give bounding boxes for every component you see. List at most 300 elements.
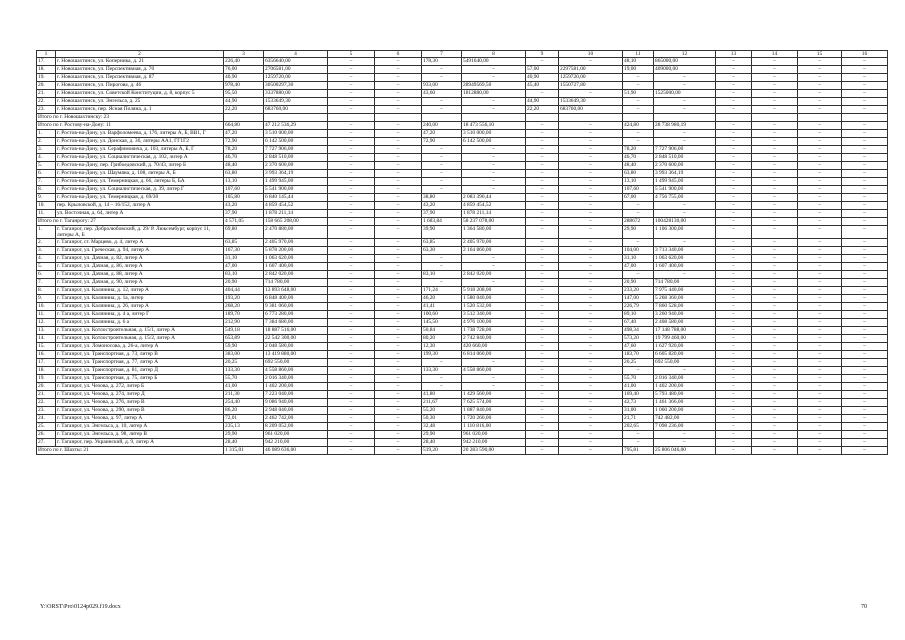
value-cell	[654, 114, 716, 122]
value-cell: 63,85	[224, 239, 264, 247]
value-cell: –	[328, 74, 375, 82]
value-cell: –	[526, 367, 559, 375]
value-cell: 38,80	[422, 194, 462, 202]
column-header: 15	[798, 51, 842, 58]
address-cell: г. Таганрог, ул. Дачная, д. 90, литер А	[56, 279, 224, 287]
value-cell: –	[798, 226, 842, 239]
value-cell: 29,90	[623, 226, 654, 239]
value-cell: –	[798, 303, 842, 311]
value-cell: 22 542 300,00	[264, 335, 328, 343]
value-cell: 233,20	[623, 287, 654, 295]
value-cell: –	[422, 74, 462, 82]
value-cell: 40,90	[526, 74, 559, 82]
value-cell: –	[328, 295, 375, 303]
value-cell: 942 210,00	[462, 439, 526, 447]
value-cell: –	[559, 210, 623, 218]
value-cell: –	[559, 239, 623, 247]
value-cell: 100,60	[422, 311, 462, 319]
value-cell: 1 499 945,00	[654, 178, 716, 186]
row-number: 23.	[37, 407, 56, 415]
address-cell: г. Таганрог, ул. Калинина, д. 1а, литер	[56, 295, 224, 303]
value-cell: 37,90	[422, 210, 462, 218]
value-cell: –	[559, 407, 623, 415]
value-cell: –	[559, 271, 623, 279]
value-cell: 3 260 940,00	[654, 311, 716, 319]
value-cell: –	[375, 247, 422, 255]
value-cell: –	[716, 58, 752, 66]
value-cell: –	[375, 178, 422, 186]
value-cell: 43,20	[224, 202, 264, 210]
address-cell: пер. Крыловской, д. 14 – 16/152, литер А	[56, 202, 224, 210]
value-cell: 6 840 145,44	[264, 194, 328, 202]
value-cell: –	[559, 138, 623, 146]
value-cell: –	[798, 407, 842, 415]
address-cell: г. Таганрог, ул. Дачная, д. 88, литер А	[56, 271, 224, 279]
value-cell: 254,40	[224, 399, 264, 407]
value-cell: –	[752, 303, 798, 311]
value-cell: –	[462, 66, 526, 74]
value-cell: –	[654, 210, 716, 218]
value-cell: –	[559, 154, 623, 162]
table-row	[37, 423, 888, 431]
value-cell: 21,71	[623, 415, 654, 423]
value-cell: 420 660,00	[462, 343, 526, 351]
value-cell: –	[842, 122, 888, 130]
value-cell: 1 520 532,00	[462, 303, 526, 311]
value-cell: 4 558 860,00	[462, 367, 526, 375]
value-cell: 683760,00	[559, 106, 623, 114]
value-cell: 519,20	[422, 447, 462, 455]
subtotal-label: Итого по г. Новошахтинску: 23	[37, 114, 224, 122]
table-row	[37, 247, 888, 255]
value-cell	[422, 114, 462, 122]
value-cell: –	[842, 423, 888, 431]
table-row	[37, 106, 888, 114]
value-cell: –	[842, 218, 888, 226]
value-cell: –	[798, 351, 842, 359]
value-cell: –	[842, 82, 888, 90]
value-cell: 3 510 000,00	[462, 130, 526, 138]
value-cell: 2 048 580,00	[264, 343, 328, 351]
table-row	[37, 162, 888, 170]
value-cell: –	[798, 295, 842, 303]
value-cell: –	[842, 295, 888, 303]
value-cell: –	[328, 66, 375, 74]
row-number: 17.	[37, 359, 56, 367]
value-cell: –	[623, 210, 654, 218]
value-cell: 1 063 620,00	[264, 255, 328, 263]
value-cell: –	[526, 255, 559, 263]
value-cell: 50,30	[422, 415, 462, 423]
value-cell: –	[526, 239, 559, 247]
value-cell: –	[798, 194, 842, 202]
value-cell: –	[328, 130, 375, 138]
value-cell: –	[798, 154, 842, 162]
value-cell: –	[842, 146, 888, 154]
register-table-container	[36, 50, 867, 455]
value-cell: –	[842, 359, 888, 367]
row-number: 2.	[37, 138, 56, 146]
table-row	[37, 239, 888, 247]
value-cell: –	[752, 58, 798, 66]
value-cell: 63,80	[224, 170, 264, 178]
value-cell: –	[328, 162, 375, 170]
value-cell: 48,10	[623, 58, 654, 66]
value-cell: 268,20	[224, 303, 264, 311]
table-row	[37, 66, 888, 74]
value-cell: –	[842, 319, 888, 327]
table-row	[37, 255, 888, 263]
value-cell: –	[752, 375, 798, 383]
value-cell	[264, 114, 328, 122]
value-cell: –	[752, 90, 798, 98]
value-cell: –	[526, 138, 559, 146]
value-cell: –	[462, 263, 526, 271]
value-cell: –	[559, 226, 623, 239]
value-cell: –	[422, 98, 462, 106]
value-cell: –	[375, 170, 422, 178]
table-row	[37, 407, 888, 415]
value-cell: –	[328, 367, 375, 375]
value-cell: –	[422, 170, 462, 178]
row-number: 4.	[37, 154, 56, 162]
address-cell: г. Таганрог, ст. Марцево, д. 4, литер А	[56, 239, 224, 247]
value-cell: 1 720 260,00	[462, 415, 526, 423]
value-cell: –	[752, 239, 798, 247]
value-cell: –	[422, 106, 462, 114]
value-cell: –	[752, 351, 798, 359]
value-cell: –	[328, 239, 375, 247]
value-cell: –	[842, 375, 888, 383]
value-cell: –	[842, 271, 888, 279]
value-cell: 2 405 970,00	[264, 239, 328, 247]
value-cell: –	[752, 122, 798, 130]
value-cell: –	[526, 130, 559, 138]
row-number: 10.	[37, 303, 56, 311]
value-cell: –	[559, 263, 623, 271]
value-cell: –	[375, 407, 422, 415]
address-cell: г. Таганрог, ул. Энгельса, д. 98, литер В	[56, 431, 224, 439]
value-cell: –	[752, 343, 798, 351]
value-cell: –	[328, 359, 375, 367]
table-row	[37, 178, 888, 186]
value-cell: 1550727,80	[559, 82, 623, 90]
value-cell: –	[798, 58, 842, 66]
value-cell: –	[654, 138, 716, 146]
value-cell: –	[328, 375, 375, 383]
row-number: 20.	[37, 82, 56, 90]
value-cell: –	[842, 383, 888, 391]
table-row	[37, 367, 888, 375]
table-row	[37, 186, 888, 194]
value-cell: –	[716, 98, 752, 106]
value-cell: –	[328, 178, 375, 186]
value-cell: –	[328, 194, 375, 202]
value-cell: 1 063 620,00	[654, 255, 716, 263]
value-cell	[559, 114, 623, 122]
table-row	[37, 271, 888, 279]
value-cell: 72,01	[224, 415, 264, 423]
value-cell: –	[798, 375, 842, 383]
value-cell: –	[752, 255, 798, 263]
value-cell: –	[842, 303, 888, 311]
table-row	[37, 383, 888, 391]
row-number: 27.	[37, 439, 56, 447]
row-number: 16.	[37, 351, 56, 359]
value-cell: –	[375, 391, 422, 399]
table-row	[37, 399, 888, 407]
address-cell: г. Ростов-на-Дону, ул. Донская, д. 36, литеры АА1, ГГ1Г2	[56, 138, 224, 146]
value-cell: –	[798, 90, 842, 98]
value-cell: –	[842, 194, 888, 202]
table-row	[37, 359, 888, 367]
value-cell: –	[328, 138, 375, 146]
value-cell: –	[623, 439, 654, 447]
value-cell: 78,20	[623, 146, 654, 154]
value-cell: 865000,00	[654, 58, 716, 66]
address-cell: г. Ростов-на-Дону, пер. Грибоедовский, д. 70/43, литер Б	[56, 162, 224, 170]
value-cell: –	[375, 287, 422, 295]
value-cell: –	[526, 431, 559, 439]
address-cell: г. Таганрог, ул. Греческая, д. 94, литер А	[56, 247, 224, 255]
value-cell: –	[842, 58, 888, 66]
value-cell: –	[328, 399, 375, 407]
value-cell: –	[798, 335, 842, 343]
row-number: 3.	[37, 247, 56, 255]
value-cell: –	[654, 130, 716, 138]
value-cell: 147,00	[623, 295, 654, 303]
value-cell: 76,00	[224, 66, 264, 74]
value-cell: –	[526, 311, 559, 319]
address-cell: г. Таганрог, ул. Чехова, д. 97, литер А	[56, 415, 224, 423]
row-number: 26.	[37, 431, 56, 439]
value-cell: –	[752, 447, 798, 455]
value-cell: –	[798, 279, 842, 287]
value-cell: –	[752, 439, 798, 447]
value-cell: –	[798, 170, 842, 178]
value-cell: –	[716, 178, 752, 186]
value-cell: –	[526, 407, 559, 415]
address-cell: г. Новошахтинск, ул. Энгельса, д. 25	[56, 98, 224, 106]
value-cell: –	[654, 271, 716, 279]
row-number: 8.	[37, 186, 56, 194]
value-cell: –	[559, 146, 623, 154]
value-cell: –	[526, 178, 559, 186]
address-cell: г. Таганрог, ул. Чехова, д. 276, литер В	[56, 399, 224, 407]
value-cell: –	[798, 311, 842, 319]
row-number: 9.	[37, 194, 56, 202]
value-cell: –	[328, 447, 375, 455]
table-row	[37, 226, 888, 239]
value-cell: 653,89	[224, 335, 264, 343]
value-cell	[752, 114, 798, 122]
value-cell: –	[328, 279, 375, 287]
subtotal-row	[37, 122, 888, 130]
value-cell: 2 842 020,00	[264, 271, 328, 279]
value-cell: 83,10	[422, 271, 462, 279]
value-cell: –	[842, 447, 888, 455]
value-cell: –	[559, 399, 623, 407]
value-cell: –	[798, 439, 842, 447]
value-cell: 41,00	[623, 383, 654, 391]
value-cell: 47,20	[224, 130, 264, 138]
value-cell: –	[328, 82, 375, 90]
value-cell: –	[559, 178, 623, 186]
table-row	[37, 58, 888, 66]
value-cell: –	[526, 279, 559, 287]
value-cell: –	[422, 154, 462, 162]
table-row	[37, 319, 888, 327]
value-cell: –	[842, 202, 888, 210]
value-cell: –	[623, 367, 654, 375]
value-cell: –	[375, 423, 422, 431]
value-cell: 2 016 340,00	[654, 375, 716, 383]
value-cell: 404,44	[224, 287, 264, 295]
row-number: 3.	[37, 146, 56, 154]
value-cell: –	[842, 399, 888, 407]
row-number: 2.	[37, 239, 56, 247]
value-cell: 42,73	[623, 399, 654, 407]
value-cell: 9 381 060,00	[264, 303, 328, 311]
value-cell: –	[559, 343, 623, 351]
column-header: 16	[842, 51, 888, 58]
value-cell: 29,90	[224, 431, 264, 439]
value-cell: 18 887 516,00	[264, 327, 328, 335]
row-number: 9.	[37, 295, 56, 303]
table-row	[37, 210, 888, 218]
table-row	[37, 343, 888, 351]
value-cell: –	[716, 431, 752, 439]
value-cell: –	[559, 58, 623, 66]
value-cell: –	[798, 359, 842, 367]
value-cell: –	[375, 367, 422, 375]
value-cell: –	[752, 130, 798, 138]
value-cell: 664,80	[224, 122, 264, 130]
value-cell: –	[559, 391, 623, 399]
value-cell: –	[526, 170, 559, 178]
table-row	[37, 263, 888, 271]
value-cell: 19,00	[623, 66, 654, 74]
column-header: 9	[526, 51, 559, 58]
value-cell: –	[716, 447, 752, 455]
property-register-table	[36, 50, 888, 455]
row-number: 10.	[37, 202, 56, 210]
address-cell: г. Ростов-на-Дону, ул. Темерницкая, д. 66, литеры Б, БА	[56, 178, 224, 186]
address-cell: г. Таганрог, ул. Транспортная, д. 81, литер Д	[56, 367, 224, 375]
value-cell: –	[526, 391, 559, 399]
value-cell: –	[716, 255, 752, 263]
value-cell: 4 859 454,52	[462, 202, 526, 210]
table-row	[37, 279, 888, 287]
value-cell: 961 020,00	[462, 431, 526, 439]
value-cell: –	[526, 375, 559, 383]
value-cell: –	[375, 66, 422, 74]
value-cell: 20,90	[224, 279, 264, 287]
value-cell: –	[375, 98, 422, 106]
row-number: 22.	[37, 399, 56, 407]
value-cell: –	[716, 74, 752, 82]
value-cell: –	[798, 255, 842, 263]
value-cell: 178,30	[422, 58, 462, 66]
subtotal-row	[37, 447, 888, 455]
value-cell: –	[462, 98, 526, 106]
value-cell: –	[752, 407, 798, 415]
value-cell: –	[623, 74, 654, 82]
row-number: 21.	[37, 90, 56, 98]
value-cell: –	[716, 407, 752, 415]
value-cell: –	[559, 162, 623, 170]
value-cell: 1533649,30	[559, 98, 623, 106]
value-cell: –	[752, 66, 798, 74]
value-cell: –	[842, 415, 888, 423]
value-cell: –	[526, 351, 559, 359]
value-cell: –	[798, 130, 842, 138]
value-cell: 57,00	[526, 66, 559, 74]
row-number: 15.	[37, 343, 56, 351]
value-cell: 80,20	[422, 335, 462, 343]
value-cell: –	[375, 303, 422, 311]
value-cell: –	[716, 343, 752, 351]
value-cell: –	[716, 106, 752, 114]
value-cell: –	[716, 122, 752, 130]
value-cell: –	[798, 343, 842, 351]
value-cell: –	[462, 162, 526, 170]
value-cell: 942 210,00	[264, 439, 328, 447]
value-cell: –	[375, 146, 422, 154]
value-cell: 1533649,30	[264, 98, 328, 106]
address-cell: г. Таганрог, пер. Добролюбовский, д. 29/ Р. Люксембург, корпус 11, литеры А, Б	[56, 226, 224, 239]
address-cell: г. Таганрог, ул. Дачная, д. 82, литер А	[56, 255, 224, 263]
value-cell: –	[526, 263, 559, 271]
value-cell: 50,84	[422, 327, 462, 335]
value-cell: –	[716, 194, 752, 202]
value-cell: –	[623, 130, 654, 138]
value-cell: –	[559, 375, 623, 383]
value-cell: 4 756 755,00	[654, 194, 716, 202]
value-cell: 288672	[623, 218, 654, 226]
value-cell: 1259720,00	[264, 74, 328, 82]
value-cell: 692 550,00	[654, 359, 716, 367]
value-cell: –	[752, 226, 798, 239]
value-cell: 12,30	[422, 343, 462, 351]
value-cell: –	[716, 327, 752, 335]
value-cell: –	[422, 66, 462, 74]
value-cell: –	[654, 367, 716, 375]
value-cell: 683760,00	[264, 106, 328, 114]
value-cell: 107,60	[623, 186, 654, 194]
value-cell: –	[559, 255, 623, 263]
value-cell: –	[526, 210, 559, 218]
value-cell: –	[375, 162, 422, 170]
row-number: 20.	[37, 383, 56, 391]
value-cell: –	[328, 319, 375, 327]
value-cell: 13,10	[623, 178, 654, 186]
value-cell: –	[842, 367, 888, 375]
value-cell: –	[654, 202, 716, 210]
value-cell: 1525000,00	[654, 90, 716, 98]
value-cell: 63,80	[623, 170, 654, 178]
table-row	[37, 98, 888, 106]
value-cell: –	[375, 226, 422, 239]
value-cell: –	[716, 247, 752, 255]
value-cell: 7 727 906,00	[654, 146, 716, 154]
value-cell: 1 364 580,00	[462, 226, 526, 239]
value-cell: –	[798, 66, 842, 74]
value-cell: 933,00	[422, 82, 462, 90]
value-cell: 5 878 200,00	[264, 247, 328, 255]
value-cell: –	[526, 343, 559, 351]
table-row	[37, 351, 888, 359]
